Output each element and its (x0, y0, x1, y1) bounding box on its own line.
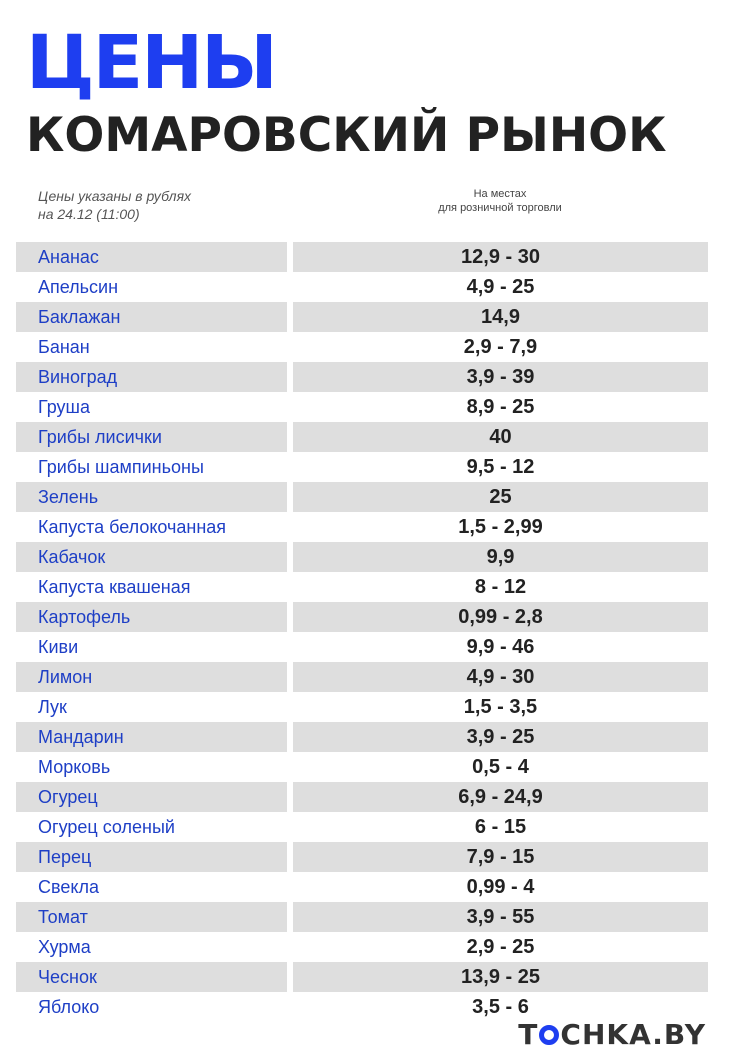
price-table (16, 242, 708, 1022)
currency-note (38, 187, 191, 223)
price-range: 3,9 - 25 (293, 722, 708, 752)
table-row (16, 572, 708, 602)
price-range: 40 (293, 422, 708, 452)
table-row (16, 632, 708, 662)
price-range: 25 (293, 482, 708, 512)
product-name: Картофель (16, 602, 287, 632)
product-name: Ананас (16, 242, 287, 272)
product-name: Киви (38, 637, 79, 657)
logo-text-start: T (518, 1018, 539, 1051)
table-row (16, 272, 708, 302)
table-row (16, 602, 708, 632)
table-row (16, 902, 708, 932)
product-name: Баклажан (16, 302, 287, 332)
table-row (16, 842, 708, 872)
table-row (16, 662, 708, 692)
product-name: Капуста белокочанная (38, 517, 227, 537)
table-row (16, 422, 708, 452)
page-title: ЦЕНЫ (26, 20, 276, 106)
currency-note-line: Цены указаны в рублях (38, 188, 192, 204)
price-range: 3,5 - 6 (472, 996, 529, 1018)
price-range: 7,9 - 15 (293, 842, 708, 872)
product-name: Огурец (16, 782, 287, 812)
product-name: Лимон (16, 662, 287, 692)
product-name: Чеснок (16, 962, 287, 992)
product-name: Яблоко (38, 997, 100, 1017)
price-range: 2,9 - 25 (466, 936, 535, 958)
product-name: Хурма (38, 937, 91, 957)
price-range: 8,9 - 25 (466, 396, 535, 418)
product-name: Грибы шампиньоны (38, 457, 204, 477)
product-name: Перец (16, 842, 287, 872)
table-row (16, 452, 708, 482)
table-row (16, 392, 708, 422)
price-range: 14,9 (293, 302, 708, 332)
product-name: Свекла (38, 877, 99, 897)
product-name: Виноград (16, 362, 287, 392)
product-name: Апельсин (38, 277, 119, 297)
price-range: 4,9 - 30 (293, 662, 708, 692)
price-range: 0,5 - 4 (472, 756, 529, 778)
price-column-header (395, 187, 605, 215)
logo-ring-icon (539, 1025, 559, 1045)
table-row (16, 512, 708, 542)
table-row (16, 872, 708, 902)
price-column-header-line2: для розничной торговли (438, 202, 562, 214)
price-range: 8 - 12 (474, 576, 527, 598)
table-row (16, 242, 708, 272)
price-range: 4,9 - 25 (466, 276, 535, 298)
product-name: Капуста квашеная (38, 577, 191, 597)
product-name: Лук (38, 697, 67, 717)
product-name: Морковь (38, 757, 111, 777)
table-row (16, 782, 708, 812)
table-row (16, 482, 708, 512)
price-range: 13,9 - 25 (293, 962, 708, 992)
price-range: 1,5 - 3,5 (463, 696, 538, 718)
table-row (16, 812, 708, 842)
price-range: 6 - 15 (474, 816, 527, 838)
table-row (16, 932, 708, 962)
price-range: 0,99 - 4 (466, 876, 535, 898)
price-range: 0,99 - 2,8 (293, 602, 708, 632)
table-row (16, 752, 708, 782)
product-name: Зелень (16, 482, 287, 512)
price-column-header-line1: На местах (473, 188, 527, 200)
tochka-by-logo (518, 1017, 706, 1053)
table-row (16, 302, 708, 332)
product-name: Огурец соленый (38, 817, 175, 837)
table-row (16, 692, 708, 722)
product-name: Кабачок (16, 542, 287, 572)
table-row (16, 362, 708, 392)
table-row (16, 542, 708, 572)
price-range: 3,9 - 39 (293, 362, 708, 392)
product-name: Мандарин (16, 722, 287, 752)
price-range: 6,9 - 24,9 (293, 782, 708, 812)
product-name: Банан (38, 337, 90, 357)
product-name: Грибы лисички (16, 422, 287, 452)
product-name: Груша (38, 397, 90, 417)
table-row (16, 332, 708, 362)
price-range: 9,9 (293, 542, 708, 572)
price-range: 9,9 - 46 (466, 636, 535, 658)
table-row (16, 962, 708, 992)
market-name: КОМАРОВСКИЙ РЫНОК (26, 108, 667, 163)
date-note-line: на 24.12 (11:00) (38, 206, 140, 222)
price-range: 1,5 - 2,99 (458, 516, 543, 538)
price-range: 2,9 - 7,9 (463, 336, 538, 358)
product-name: Томат (16, 902, 287, 932)
price-range: 3,9 - 55 (293, 902, 708, 932)
price-range: 9,5 - 12 (466, 456, 535, 478)
logo-text-end: CHKA.BY (560, 1018, 706, 1051)
price-range: 12,9 - 30 (293, 242, 708, 272)
table-row (16, 722, 708, 752)
